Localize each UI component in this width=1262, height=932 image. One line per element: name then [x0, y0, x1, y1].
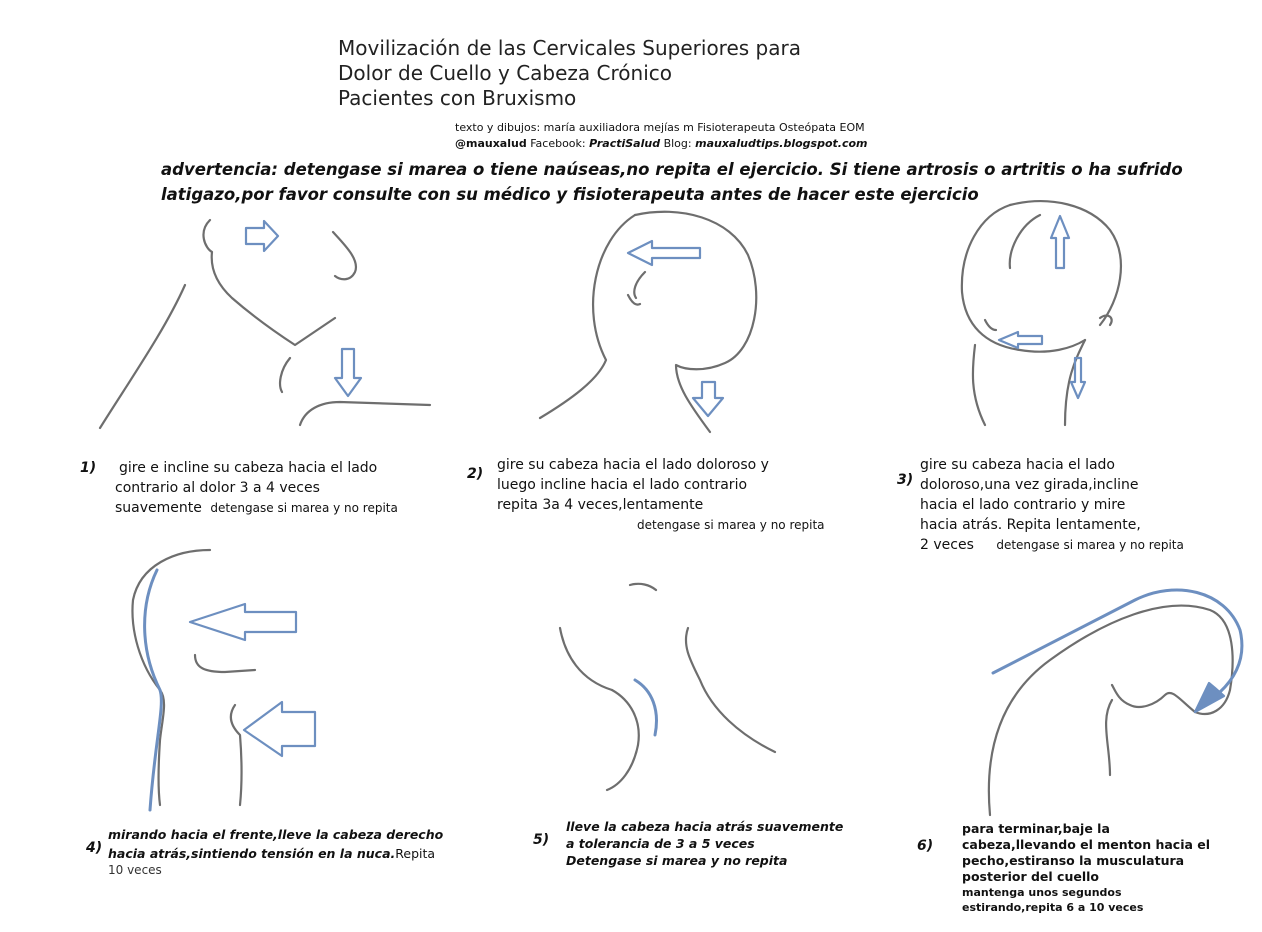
neck-sketch-1-icon	[100, 220, 430, 428]
credits-handle: @mauxalud	[455, 137, 527, 150]
exercise-1-note: detengase si marea y no repita	[210, 501, 398, 515]
exercise-1-line-3-wrap	[115, 498, 398, 518]
credits-facebook-label: Facebook:	[530, 137, 586, 150]
exercise-1-line-2: contrario al dolor 3 a 4 veces	[115, 480, 320, 496]
credits-blog-label: Blog:	[663, 137, 692, 150]
exercise-6-small-2: estirando,repita 6 a 10 veces	[962, 901, 1144, 914]
exercise-3-line-5-wrap	[920, 535, 1184, 555]
exercise-3-line-2: doloroso,una vez girada,incline	[920, 477, 1139, 493]
exercise-3-text	[920, 455, 1184, 555]
exercise-5-number: 5)	[533, 832, 550, 848]
title-line-2: Dolor de Cuello y Cabeza Crónico	[338, 61, 672, 85]
exercise-2-line-2: luego incline hacia el lado contrario	[497, 477, 748, 493]
exercise-4-suffix: Repita	[395, 846, 436, 861]
warning-line-2: latigazo,por favor consulte con su médico y fisioterapeuta antes de hacer este ejercicio	[161, 185, 979, 204]
exercise-6-small-1: mantenga unos segundos	[962, 886, 1122, 899]
exercise-2-line-1: gire su cabeza hacia el lado doloroso y	[497, 457, 769, 473]
exercise-3-line-4: hacia atrás. Repita lentamente,	[920, 517, 1141, 533]
head-sketch-2-icon	[540, 212, 756, 432]
exercise-6-number: 6)	[917, 838, 934, 854]
exercise-5-text	[566, 818, 843, 869]
exercise-5-line-3: Detengase si marea y no repita	[566, 853, 788, 868]
warning-line-1: advertencia: detengase si marea o tiene naúseas,no repita el ejercicio. Si tiene artrosis o artritis o ha sufrido	[161, 160, 1183, 179]
exercise-1-line-1: gire e incline su cabeza hacia el lado	[119, 460, 378, 476]
profile-sketch-4-icon	[132, 550, 315, 810]
exercise-4-number: 4)	[86, 840, 103, 856]
exercise-6-text	[962, 821, 1210, 915]
exercise-4-text	[108, 826, 443, 879]
exercise-3-number: 3)	[897, 472, 914, 488]
exercise-2-line-3: repita 3a 4 veces,lentamente	[497, 497, 704, 513]
exercise-2-text	[497, 455, 769, 515]
exercise-3-note: detengase si marea y no repita	[996, 538, 1184, 552]
exercise-6-line-2: cabeza,llevando el menton hacia el	[962, 837, 1211, 852]
exercise-1-text	[115, 458, 398, 518]
head-sketch-3-icon	[962, 201, 1121, 425]
exercise-6-line-1: para terminar,baje la	[962, 821, 1110, 836]
exercise-6-line-4: posterior del cuello	[962, 869, 1099, 884]
exercise-2-number: 2)	[467, 466, 484, 482]
flexion-sketch-6-icon	[989, 590, 1242, 815]
exercise-5-line-2: a tolerancia de 3 a 5 veces	[566, 836, 755, 851]
exercise-3-line-1: gire su cabeza hacia el lado	[920, 457, 1116, 473]
exercise-6-line-3: pecho,estiranso la musculatura	[962, 853, 1185, 868]
neck-sketch-5-icon	[560, 584, 775, 790]
exercise-5-line-1: lleve la cabeza hacia atrás suavemente	[566, 819, 844, 834]
exercise-4-line-1: mirando hacia el frente,lleve la cabeza derecho	[108, 827, 444, 842]
exercise-2-note: detengase si marea y no repita	[637, 518, 825, 532]
title-line-1: Movilización de las Cervicales Superiores para	[338, 36, 801, 60]
credits-blog-value: mauxaludtips.blogspot.com	[695, 137, 868, 150]
credits-line-1: texto y dibujos: maría auxiliadora mejías m Fisioterapeuta Osteópata EOM	[455, 121, 865, 134]
exercise-4-line-2-wrap	[108, 843, 443, 862]
exercise-1-line-3: suavemente	[115, 500, 202, 516]
exercise-4-line-2: hacia atrás,sintiendo tensión en la nuca.	[108, 846, 396, 861]
exercise-4-note: 10 veces	[108, 863, 162, 877]
title-line-3: Pacientes con Bruxismo	[338, 86, 577, 110]
exercise-1-number: 1)	[80, 460, 97, 476]
credits-facebook-value: PractiSalud	[589, 137, 661, 150]
exercise-3-line-3: hacia el lado contrario y mire	[920, 497, 1126, 513]
exercise-3-line-5: 2 veces	[920, 537, 974, 553]
